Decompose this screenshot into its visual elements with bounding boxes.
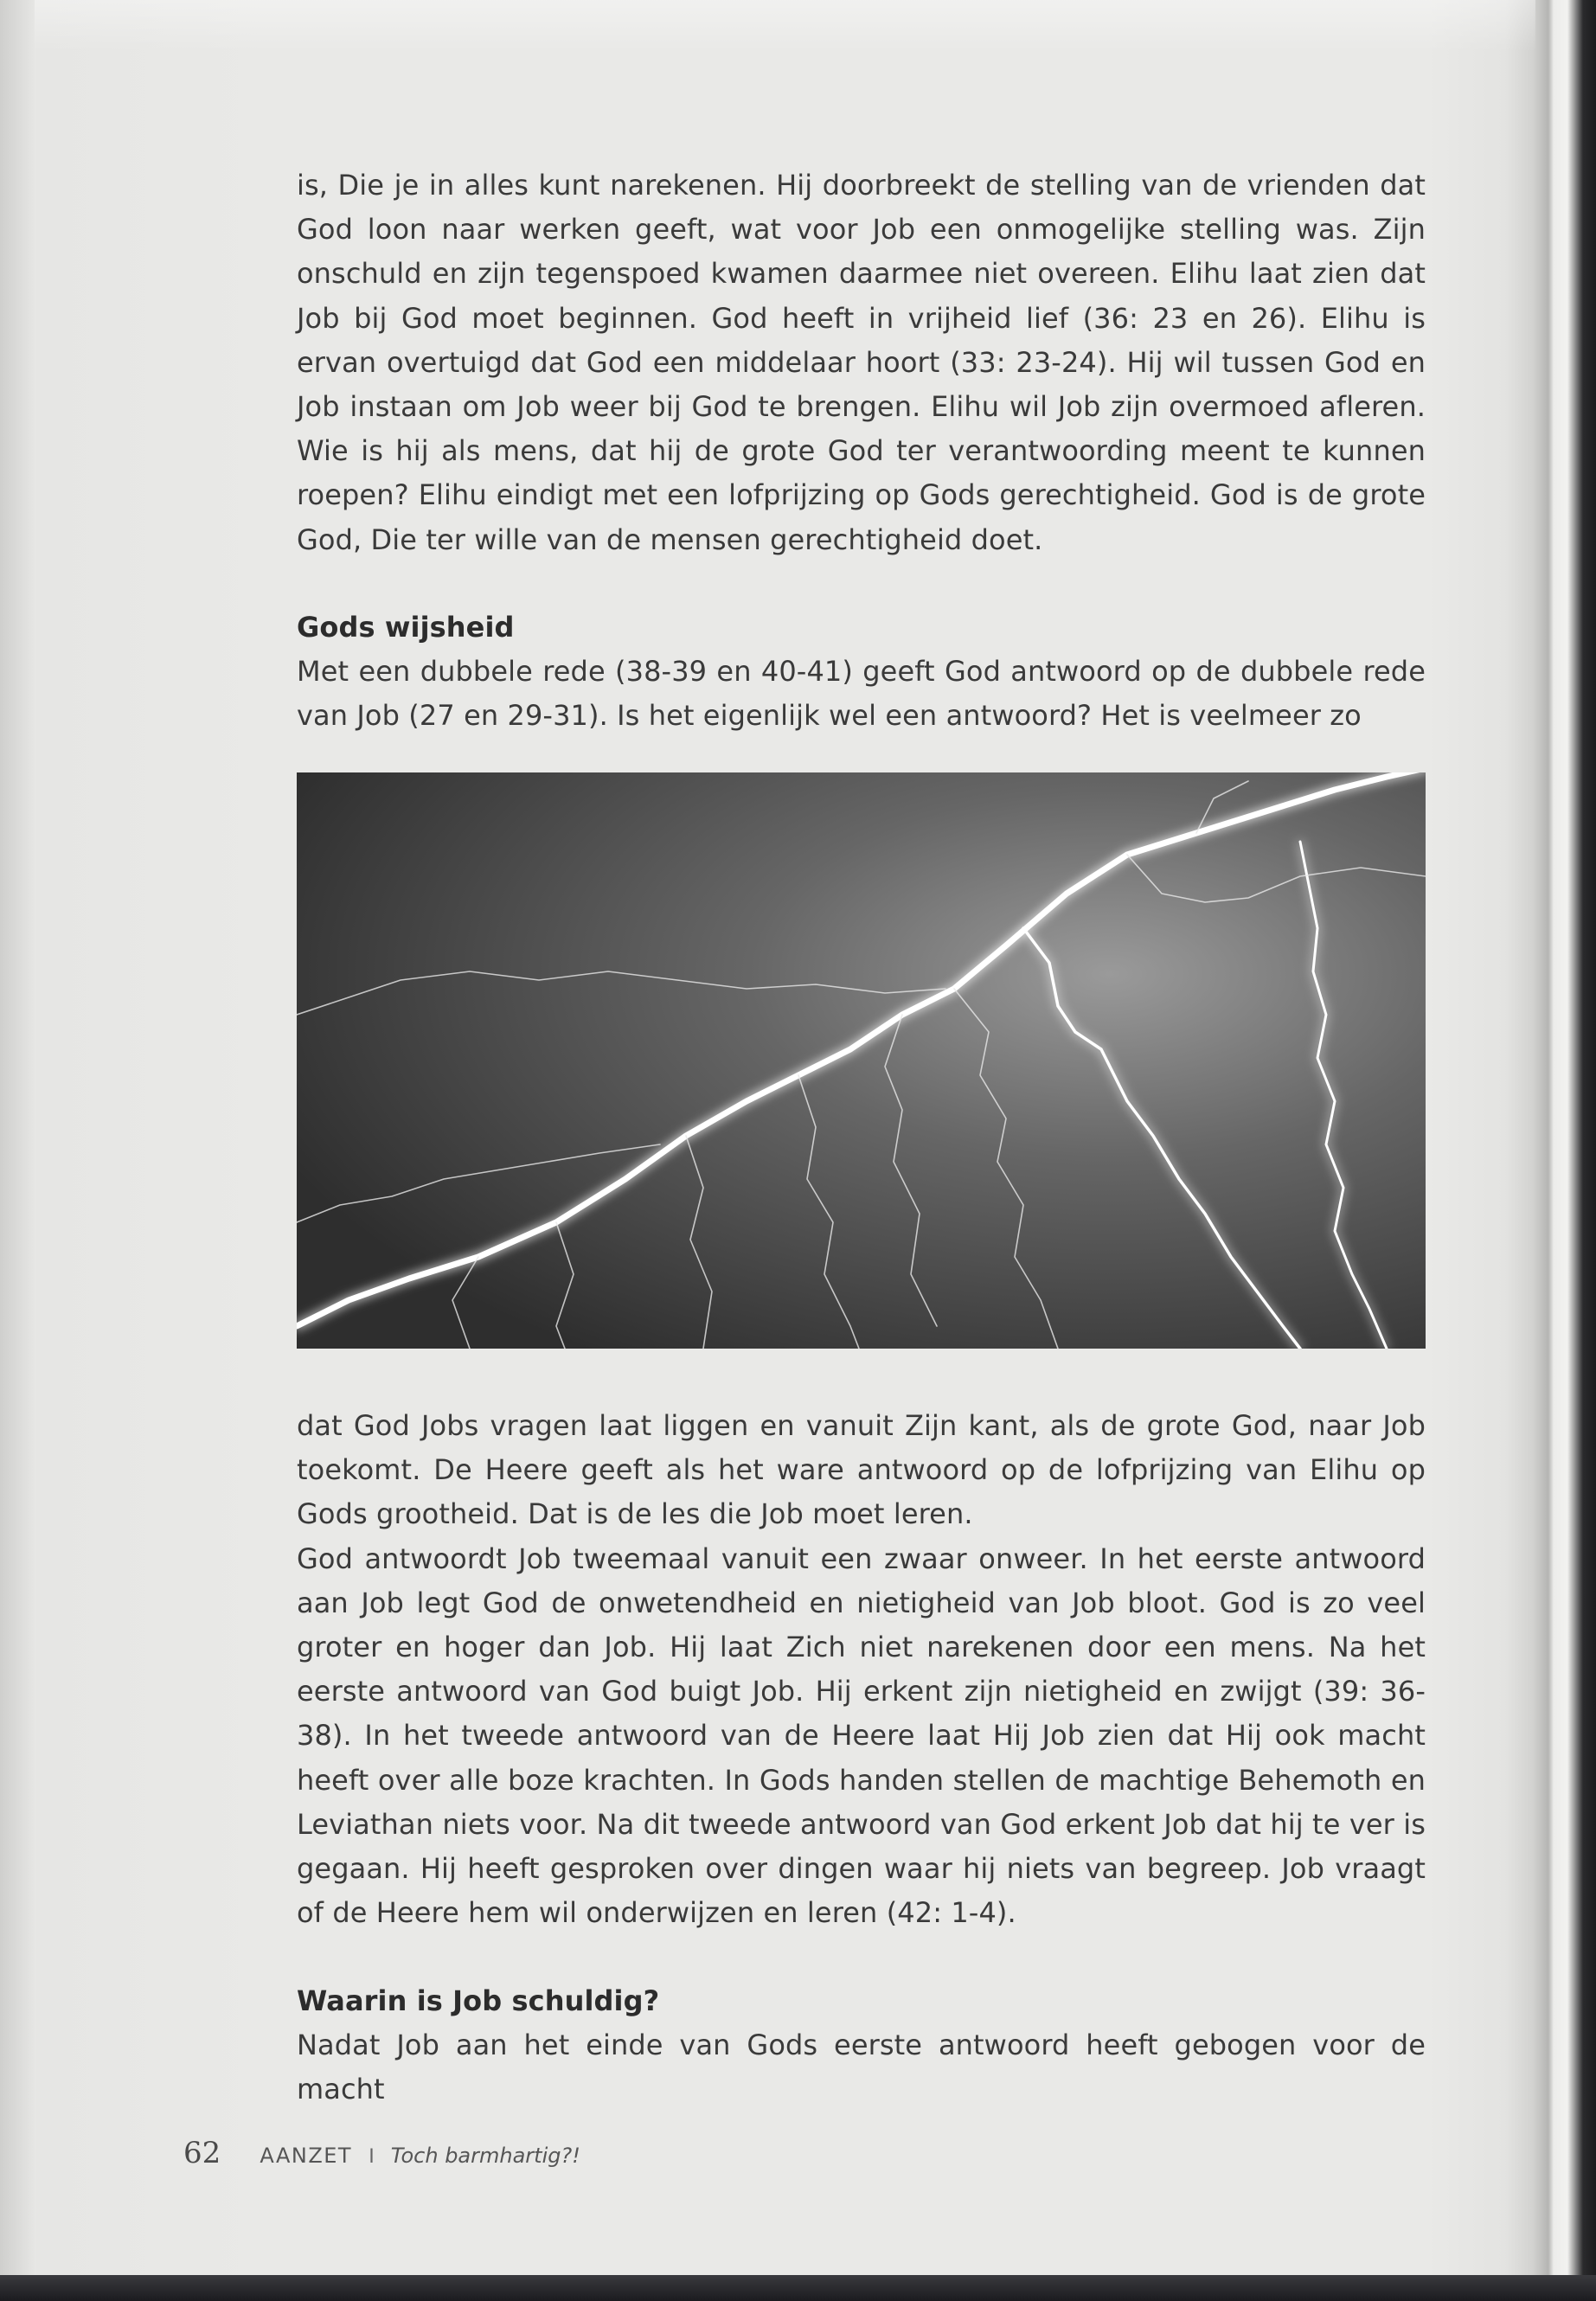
section-gods-wijsheid — [297, 606, 1426, 739]
body-text-middle — [297, 1404, 1426, 1935]
page-highlight — [35, 0, 1535, 52]
lightning-photo — [297, 772, 1426, 1349]
section-heading: Gods wijsheid — [297, 611, 515, 644]
series-name: AANZET — [260, 2144, 353, 2168]
paragraph: Met een dubbele rede (38-39 en 40-41) geeft God antwoord op de dubbele rede van Job (27 en 29-31). Is het eigenlijk wel een antwoord? Het is veelmeer zo — [297, 655, 1426, 733]
footer-separator: I — [369, 2146, 375, 2168]
paragraph: is, Die je in alles kunt narekenen. Hij doorbreekt de stelling van de vrienden dat God loon naar werken geeft, wat voor Job een onmogelijke stelling was. Zijn onschuld en zijn tegenspoed kwamen daarmee niet overeen. Elihu laat zien dat Job bij God moet beginnen. God heeft in vrijheid lief (36: 23 en 26). Elihu is ervan overtuigd dat God een middelaar hoort (33: 23-24). Hij wil tussen God en Job instaan om Job weer bij God te brengen. Elihu wil Job zijn overmoed afleren. Wie is hij als mens, dat hij de grote God ter verantwoording meent te kunnen roepen? Elihu eindigt met een lofprijzing op Gods gerechtigheid. God is de grote God, Die ter wille van de mensen gerechtigheid doet. — [297, 169, 1426, 556]
scan-bottom-edge — [0, 2275, 1596, 2301]
lightning-image — [297, 772, 1426, 1349]
section-waarin-is-job-schuldig — [297, 1979, 1426, 2112]
page-gutter — [0, 0, 36, 2301]
book-title: Toch barmhartig?! — [390, 2144, 580, 2168]
body-text-top — [297, 163, 1426, 562]
paragraph: dat God Jobs vragen laat liggen en vanuit Zijn kant, als de grote God, naar Job toekomt. De Heere geeft als het ware antwoord op de lofprijzing van Elihu op Gods grootheid. Dat is de les die Job moet leren. — [297, 1409, 1426, 1531]
page-number: 62 — [183, 2136, 221, 2170]
paragraph: God antwoordt Job tweemaal vanuit een zwaar onweer. In het eerste antwoord aan Job legt God de onwetendheid en nietigheid van Job bloot. God is zo veel groter en hoger dan Job. Hij laat Zich niet narekenen door een mens. Na het eerste antwoord van God buigt Job. Hij erkent zijn nietigheid en zwijgt (39: 36-38). In het tweede antwoord van de Heere laat Hij Job zien dat Hij ook macht heeft over alle boze krachten. In Gods handen stellen de machtige Behemoth en Leviathan niets voor. Na dit tweede antwoord van God erkent Job dat hij te ver is gegaan. Hij heeft gesproken over dingen waar hij niets van begreep. Job vraagt of de Heere hem wil onderwijzen en leren (42: 1-4). — [297, 1541, 1426, 1930]
section-heading: Waarin is Job schuldig? — [297, 1984, 660, 2017]
paragraph: Nadat Job aan het einde van Gods eerste antwoord heeft gebogen voor de macht — [297, 2029, 1426, 2106]
page-footer — [183, 2136, 580, 2170]
